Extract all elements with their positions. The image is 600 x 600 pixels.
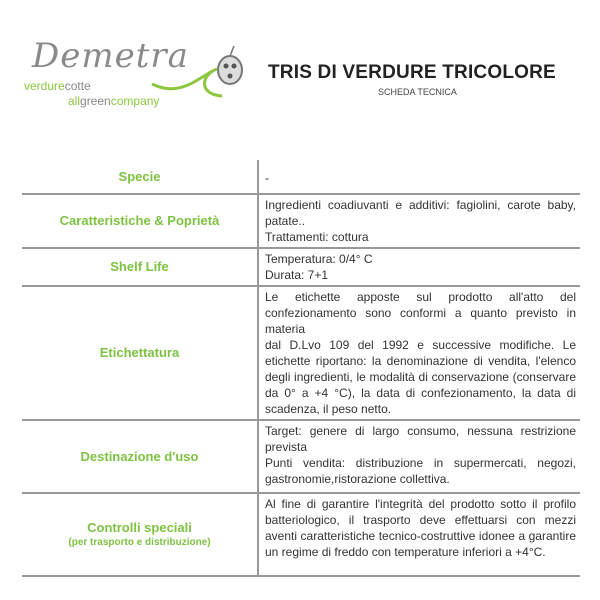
row-value: Le etichette apposte sul prodotto all'atto del confezionamento sono conformi a quanto previsto in materia dal D.Lvo 109 del 1992 e successive modifiche. Le etichette riportano: la denominazione di vendita, l'elenco degli ingredienti, le modalità di conservazione (conservare da 0° a +4 °C), la data di confezionamento, la data di scadenza, il peso netto. [257, 287, 580, 419]
row-label: Destinazione d'uso [80, 448, 199, 464]
row-label: Caratteristiche & Poprietà [59, 213, 220, 228]
row-value: Al fine di garantire l'integrità del prodotto sotto il profilo batteriologico, il trasporto deve effettuarsi con mezzi aventi caratteristiche tecnico-costruttive idonee a garantire un regime di freddo con temperature inferiori a +4°C. [257, 494, 580, 575]
row-label: Shelf Life [110, 259, 169, 274]
row-value: Temperatura: 0/4° C Durata: 7+1 [257, 249, 580, 285]
row-value: Target: genere di largo consumo, nessuna restrizione prevista Punti vendita: distribuzione in supermercati, negozi, gastronomie,ristorazione collettiva. [257, 421, 580, 492]
logo-script: Demetra [32, 36, 189, 76]
table-row [22, 421, 580, 494]
table-row [22, 249, 580, 287]
logo-tagline-1: verdurecotte [24, 79, 91, 93]
table-row [22, 195, 580, 249]
table-row [22, 287, 580, 421]
row-label: Etichettatura [99, 345, 180, 360]
spec-table [22, 160, 580, 577]
row-value: Ingredienti coadiuvanti e additivi: fagiolini, carote baby, patate.. Trattamenti: cottura [257, 195, 580, 247]
logo-tagline-2: allgreencompany [68, 94, 160, 108]
page-title: TRIS DI VERDURE TRICOLORE [268, 62, 556, 83]
table-row [22, 494, 580, 577]
row-label: Controlli speciali (per trasporto e distribuzione) [68, 520, 211, 548]
table-row [22, 160, 580, 195]
row-label: Specie [118, 168, 161, 184]
demetra-logo [22, 36, 252, 110]
page-subtitle: SCHEDA TECNICA [378, 87, 457, 97]
row-value: - [257, 160, 580, 193]
